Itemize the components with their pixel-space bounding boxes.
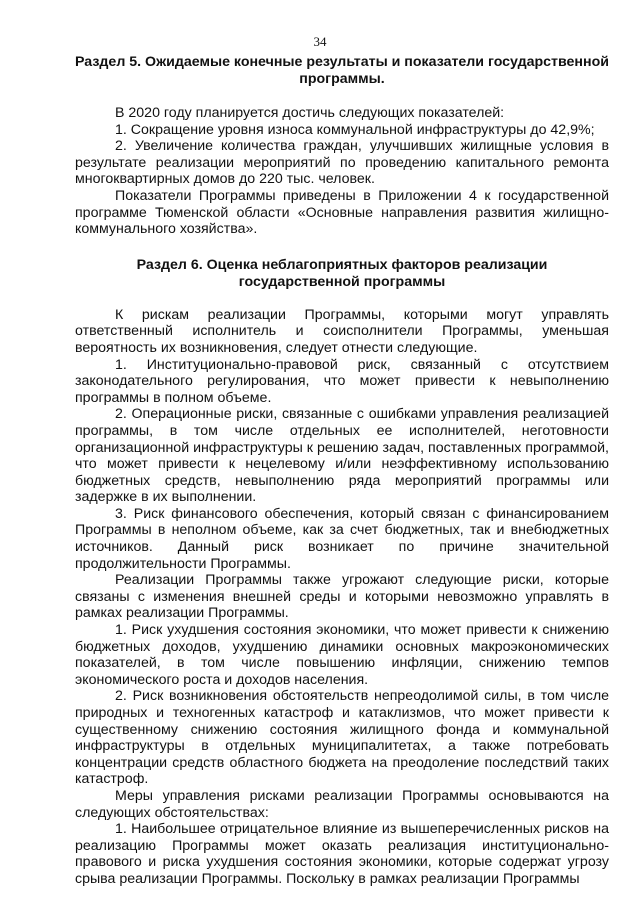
section-5-paragraph: 2. Увеличение количества граждан, улучшивших жилищные условия в результате реализации мероприятий по проведению капитального ремонта многоквартирных домов до 220 тыс. человек.: [75, 138, 609, 188]
section-6-paragraph: 1. Риск ухудшения состояния экономики, что может привести к снижению бюджетных доходов, ухудшению динамики основных макроэкономических показателей, в том числе повышению инфляции, снижению темпов экономического роста и доходов населения.: [75, 622, 609, 688]
page-content: [75, 54, 609, 888]
section-6-paragraph: 1. Наибольшее отрицательное влияние из вышеперечисленных рисков на реализацию Программы может оказать реализация институционально-правового и риска ухудшения состояния экономики, которые содержат угрозу срыва реализации Программы. Поскольку в рамках реализации Программы: [75, 821, 609, 887]
section-5-paragraph: 1. Сокращение уровня износа коммунальной инфраструктуры до 42,9%;: [115, 121, 595, 138]
section-5-paragraph: В 2020 году планируется достичь следующих показателей:: [115, 105, 505, 121]
section-6-paragraph: Меры управления рисками реализации Программы основываются на следующих обстоятельствах:: [75, 787, 609, 821]
section-6-paragraph: Реализации Программы также угрожают следующие риски, которые связаны с изменения внешней среды и которыми невозможно управлять в рамках реализации Программы.: [75, 572, 609, 622]
section-6-paragraph: 3. Риск финансового обеспечения, который связан с финансированием Программы в неполном объеме, как за счет бюджетных, так и внебюджетных источников. Данный риск возникает по причине значительной продолжительности Программы.: [75, 505, 609, 572]
section-6-paragraph: 2. Операционные риски, связанные с ошибками управления реализацией программы, в том числе отдельных ее исполнителей, неготовности организационной инфраструктуры к решению задач, поставленных программой, что может привести к нецелевому и/или неэффективному использованию бюджетных средств, невыполнению ряда мероприятий программы или задержке в их выполнении.: [75, 406, 609, 506]
section-5-body: [75, 105, 609, 238]
section-6-heading: Раздел 6. Оценка неблагоприятных факторов реализации государственной программы: [136, 256, 548, 290]
section-5-heading: Раздел 5. Ожидаемые конечные результаты и показатели государственной программы.: [75, 54, 609, 87]
page-number: 34: [313, 34, 327, 49]
section-6-body: [75, 307, 609, 888]
section-6-paragraph: К рискам реализации Программы, которыми могут управлять ответственный исполнитель и соисполнители Программы, уменьшая вероятность их возникновения, следует отнести следующие.: [75, 306, 609, 356]
section-6-paragraph: 2. Риск возникновения обстоятельств непреодолимой силы, в том числе природных и техногенных катастроф и катаклизмов, что может привести к существенному снижению состояния жилищного фонда и коммунальной инфраструктуры в отдельных муниципалитетах, а также потребовать концентрации средств областного бюджета на преодоление последствий таких катастроф.: [75, 688, 609, 788]
section-6-paragraph: 1. Институционально-правовой риск, связанный с отсутствием законодательного регулирования, что может привести к невыполнению программы в полном объеме.: [75, 356, 609, 406]
section-5-paragraph: Показатели Программы приведены в Приложении 4 к государственной программе Тюменской области «Основные направления развития жилищно-коммунального хозяйства».: [75, 187, 609, 238]
